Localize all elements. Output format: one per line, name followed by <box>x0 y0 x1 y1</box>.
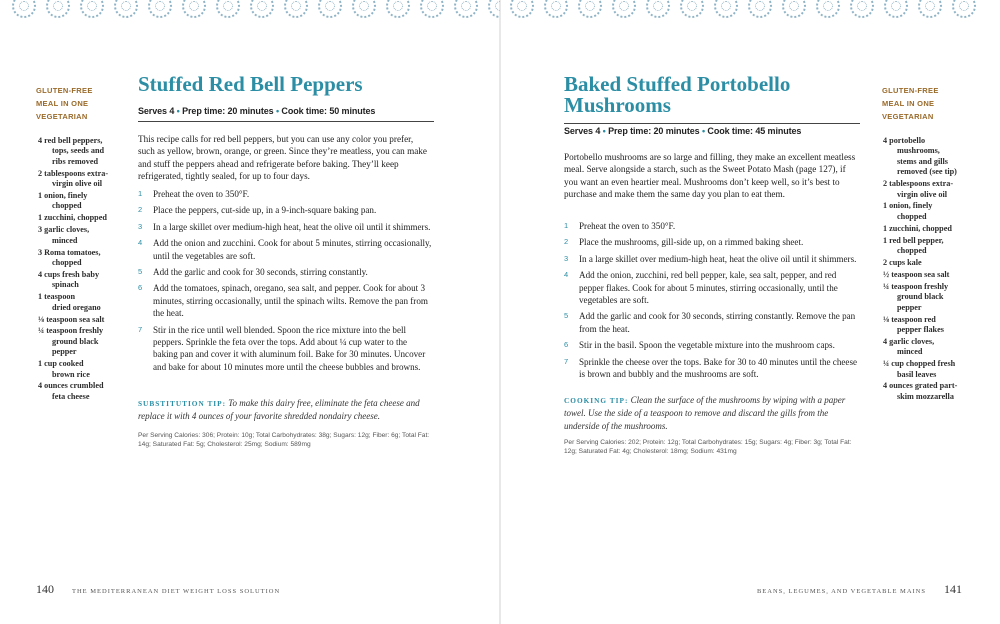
medallion-ornament-icon <box>12 0 36 18</box>
recipe-intro: This recipe calls for red bell peppers, but you can use any color you prefer, such as yellow, brown, orange, or green. Since they’re meatless, you can make and stuff the peppers ahead and refrigerate before baking. They’ll keep refrigerated, tightly sealed, for up to four days. <box>138 134 427 182</box>
step-text: Add the tomatoes, spinach, oregano, sea salt, and pepper. Cook for about 3 minutes, stirring occasionally, until the spinach wilts. Remove the pan from the heat. <box>153 283 428 319</box>
separator: • <box>275 106 280 116</box>
prep-time: Prep time: 20 minutes <box>182 106 274 116</box>
title-rule <box>138 121 434 122</box>
step-number: 6 <box>138 283 143 293</box>
nutrition-info: Per Serving Calories: 306; Protein: 10g; Total Carbohydrates: 38g; Sugars: 12g; Fiber: 6g; Total Fat: 14g; Saturated Fat: 5g; Cholesterol: 25mg; Sodium: 589mg <box>138 432 430 448</box>
ingredient-item <box>883 179 983 200</box>
step-text: Add the onion and zucchini. Cook for about 5 minutes, stirring occasionally, until the vegetables are soft. <box>153 238 432 261</box>
recipe-step <box>138 282 432 319</box>
ingredient-item <box>883 136 983 178</box>
step-number: 7 <box>564 356 569 366</box>
ingredient-line: chopped <box>52 257 82 267</box>
recipe-steps <box>138 188 432 377</box>
tip-label: SUBSTITUTION TIP: <box>138 399 227 408</box>
recipe-steps <box>564 220 862 384</box>
ingredient-item <box>883 224 983 234</box>
step-number: 2 <box>564 237 569 247</box>
recipe-step <box>138 221 432 233</box>
step-number: 2 <box>138 205 143 215</box>
ingredient-item <box>38 359 138 380</box>
ingredient-line: 2 tablespoons extra- <box>38 168 109 178</box>
recipe-step <box>138 204 432 216</box>
ingredient-line: ground black <box>897 292 944 302</box>
title-line: Baked Stuffed Portobello <box>564 72 791 96</box>
medallion-ornament-icon <box>352 0 376 18</box>
step-text: Add the garlic and cook for 30 seconds, stirring constantly. Remove the pan from the heat. <box>579 311 856 334</box>
ingredient-line: ¼ cup chopped fresh <box>883 359 956 369</box>
medallion-ornament-icon <box>544 0 568 18</box>
ingredient-list <box>38 136 138 404</box>
step-number: 4 <box>138 238 143 248</box>
tag: GLUTEN-FREE <box>882 86 939 95</box>
ingredient-line: 1 red bell pepper, <box>883 235 944 245</box>
ingredient-line: pepper <box>897 302 922 312</box>
step-number: 4 <box>564 270 569 280</box>
ingredient-line: ½ teaspoon sea salt <box>883 269 950 279</box>
ingredient-item <box>38 169 138 190</box>
ingredient-line: 1 onion, finely <box>883 201 933 211</box>
ingredient-line: mushrooms, <box>897 146 940 156</box>
medallion-ornament-icon <box>850 0 874 18</box>
prep-time: Prep time: 20 minutes <box>608 126 700 136</box>
separator: • <box>602 126 606 136</box>
title-rule <box>564 123 860 124</box>
separator: • <box>176 106 180 116</box>
ingredient-line: virgin olive oil <box>897 189 948 199</box>
ingredient-item <box>883 270 983 280</box>
step-number: 3 <box>138 221 143 231</box>
recipe-step <box>564 220 862 232</box>
ingredient-item <box>883 381 983 402</box>
ingredient-line: basil leaves <box>897 369 937 379</box>
ingredient-line: 3 garlic cloves, <box>38 225 90 235</box>
recipe-title: Stuffed Red Bell Peppers <box>138 72 363 96</box>
ingredient-line: stems and gills <box>897 156 948 166</box>
medallion-ornament-icon <box>148 0 172 18</box>
tag: GLUTEN-FREE <box>36 86 93 95</box>
tag: MEAL IN ONE <box>36 99 89 108</box>
cook-time: Cook time: 50 minutes <box>281 106 376 116</box>
ingredient-item <box>883 201 983 222</box>
ingredient-line: brown rice <box>52 369 90 379</box>
recipe-meta <box>564 126 801 136</box>
ingredient-item <box>38 248 138 269</box>
medallion-ornament-icon <box>612 0 636 18</box>
ingredient-line: minced <box>897 347 923 357</box>
ingredient-item <box>38 225 138 246</box>
medallion-ornament-icon <box>420 0 444 18</box>
cooking-tip <box>564 394 860 432</box>
medallion-ornament-icon <box>578 0 602 18</box>
nutrition-info: Per Serving Calories: 202; Protein: 12g; Total Carbohydrates: 15g; Sugars: 4g; Fiber: 3g; Total Fat: 12g; Saturated Fat: 4g; Cholesterol: 18mg; Sodium: 431mg <box>564 439 852 455</box>
title-line: Mushrooms <box>564 93 671 117</box>
ingredient-line: 3 Roma tomatoes, <box>38 247 101 257</box>
ingredient-item <box>883 258 983 268</box>
ingredient-item <box>38 270 138 291</box>
ingredient-item <box>38 292 138 313</box>
ingredient-item <box>38 381 138 402</box>
ingredient-line: minced <box>52 235 78 245</box>
ingredient-line: 1 zucchini, chopped <box>38 213 107 223</box>
ingredient-item <box>883 337 983 358</box>
recipe-step <box>138 266 432 278</box>
recipe-step <box>564 339 862 351</box>
recipe-meta <box>138 106 375 116</box>
ingredient-line: 1 onion, finely <box>38 191 88 201</box>
ingredient-line: pepper flakes <box>897 324 944 334</box>
medallion-ornament-icon <box>646 0 670 18</box>
recipe-title <box>564 74 864 116</box>
medallion-ornament-icon <box>748 0 772 18</box>
medallion-ornament-icon <box>884 0 908 18</box>
ingredient-line: 2 cups kale <box>883 257 922 267</box>
recipe-step <box>564 236 862 248</box>
recipe-step <box>138 188 432 200</box>
ingredient-line: 1 zucchini, chopped <box>883 223 952 233</box>
medallion-ornament-icon <box>250 0 274 18</box>
medallion-ornament-icon <box>782 0 806 18</box>
ingredient-line: dried oregano <box>52 302 101 312</box>
ingredient-item <box>38 315 138 325</box>
ingredient-line: feta cheese <box>52 391 90 401</box>
step-number: 6 <box>564 340 569 350</box>
medallion-ornament-icon <box>952 0 976 18</box>
tag: VEGETARIAN <box>36 112 88 121</box>
medallion-ornament-icon <box>284 0 308 18</box>
step-number: 5 <box>138 267 143 277</box>
step-text: In a large skillet over medium-high heat, heat the olive oil until it shimmers. <box>579 253 857 264</box>
ingredient-item <box>883 315 983 336</box>
ingredient-line: 2 tablespoons extra- <box>883 179 954 189</box>
running-head: BEANS, LEGUMES, AND VEGETABLE MAINS <box>756 588 926 595</box>
medallion-ornament-icon <box>680 0 704 18</box>
ingredient-line: 4 red bell peppers, <box>38 136 103 145</box>
ingredient-item <box>883 236 983 257</box>
ingredient-line: 4 ounces crumbled <box>38 381 104 391</box>
step-number: 5 <box>564 311 569 321</box>
recipe-step <box>564 356 862 381</box>
ingredient-line: ¼ teaspoon freshly <box>38 326 104 336</box>
ingredient-item <box>883 359 983 380</box>
running-head: THE MEDITERRANEAN DIET WEIGHT LOSS SOLUTION <box>72 588 281 595</box>
step-number: 7 <box>138 324 143 334</box>
servings: Serves 4 <box>564 126 601 136</box>
cook-time: Cook time: 45 minutes <box>707 126 802 136</box>
medallion-ornament-icon <box>714 0 738 18</box>
ingredient-line: tops, seeds and <box>52 146 105 156</box>
ingredient-line: removed (see tip) <box>897 167 957 177</box>
ingredient-line: ¼ teaspoon freshly <box>883 281 949 291</box>
ingredient-line: 1 teaspoon <box>38 292 76 302</box>
medallion-ornament-icon <box>918 0 942 18</box>
step-text: In a large skillet over medium-high heat, heat the olive oil until it shimmers. <box>153 221 431 232</box>
ingredient-line: 4 portobello <box>883 136 926 145</box>
ingredient-item <box>38 191 138 212</box>
step-number: 3 <box>564 253 569 263</box>
ingredient-line: ⅛ teaspoon red <box>883 314 936 324</box>
ingredient-line: chopped <box>897 246 927 256</box>
tag: VEGETARIAN <box>882 112 934 121</box>
medallion-ornament-icon <box>816 0 840 18</box>
page-number: 141 <box>944 582 962 596</box>
step-text: Preheat the oven to 350°F. <box>153 189 250 199</box>
recipe-intro: Portobello mushrooms are so large and filling, they make an excellent meatless meal. Serve alongside a starch, such as the Sweet Potato Mash (page 127), if you want an even heartier meal. Mushrooms don’t keep well, so it’s best to purchase and make them the same day you plan to eat them. <box>564 152 856 200</box>
page-number: 140 <box>36 582 54 596</box>
page-footer <box>36 580 280 598</box>
ingredient-item <box>38 136 138 167</box>
ingredient-line: virgin olive oil <box>52 179 103 189</box>
tip-text: Clean the surface of the mushrooms by wiping with a paper towel. Use the side of a teaspoon to remove and discard the gills from the underside of the mushrooms. <box>564 395 846 431</box>
medallion-ornament-icon <box>454 0 478 18</box>
ingredient-line: 4 garlic cloves, <box>883 336 935 346</box>
ingredient-line: chopped <box>897 211 927 221</box>
decorative-border-right <box>510 0 976 26</box>
medallion-ornament-icon <box>80 0 104 18</box>
medallion-ornament-icon <box>216 0 240 18</box>
ingredient-line: 1 cup cooked <box>38 359 84 369</box>
step-text: Sprinkle the cheese over the tops. Bake for 30 to 40 minutes until the cheese is brown and bubbly and the mushrooms are soft. <box>579 356 858 380</box>
step-text: Add the onion, zucchini, red bell pepper, kale, sea salt, pepper, and red pepper flakes. Cook for about 5 minutes, stirring occasionally, until the vegetables are soft. <box>579 270 838 306</box>
ingredient-line: skim mozzarella <box>897 391 954 401</box>
separator: • <box>701 126 706 136</box>
step-number: 1 <box>564 221 569 230</box>
step-text: Stir in the basil. Spoon the vegetable mixture into the mushroom caps. <box>579 340 835 351</box>
recipe-step <box>138 237 432 262</box>
step-text: Preheat the oven to 350°F. <box>579 221 676 231</box>
recipe-step <box>564 253 862 265</box>
ingredient-line: 4 cups fresh baby <box>38 269 100 279</box>
tag: MEAL IN ONE <box>882 99 935 108</box>
recipe-step <box>138 324 432 374</box>
ingredient-line: chopped <box>52 201 82 211</box>
tip-text: To make this dairy free, eliminate the feta cheese and replace it with 4 ounces of your favorite shredded nondairy cheese. <box>138 398 420 422</box>
ingredient-item <box>883 282 983 313</box>
ingredient-line: ribs removed <box>52 156 99 166</box>
substitution-tip <box>138 397 430 423</box>
medallion-ornament-icon <box>510 0 534 18</box>
ingredient-line: ⅛ teaspoon sea salt <box>38 314 105 324</box>
step-text: Add the garlic and cook for 30 seconds, stirring constantly. <box>153 267 368 278</box>
medallion-ornament-icon <box>114 0 138 18</box>
medallion-ornament-icon <box>46 0 70 18</box>
decorative-border-left <box>12 0 500 26</box>
ingredient-line: ground black <box>52 336 99 346</box>
medallion-ornament-icon <box>488 0 500 18</box>
medallion-ornament-icon <box>182 0 206 18</box>
ingredient-line: pepper <box>52 347 77 357</box>
step-text: Place the peppers, cut-side up, in a 9-inch-square baking pan. <box>153 205 377 216</box>
step-number: 1 <box>138 189 143 198</box>
ingredient-item <box>38 326 138 357</box>
recipe-step <box>564 310 862 335</box>
ingredient-line: spinach <box>52 280 79 290</box>
medallion-ornament-icon <box>386 0 410 18</box>
servings: Serves 4 <box>138 106 175 116</box>
step-text: Stir in the rice until well blended. Spoon the rice mixture into the bell peppers. Sprinkle the feta over the tops. Add about ¼ cup water to the baking pan and cover it with aluminum foil. Bake for 30 minutes. Uncover and bake for about 10 minutes more until the cheese bubbles and browns. <box>153 324 426 372</box>
step-text: Place the mushrooms, gill-side up, on a rimmed baking sheet. <box>579 237 804 248</box>
ingredient-item <box>38 213 138 223</box>
page-footer <box>757 580 962 598</box>
recipe-step <box>564 269 862 306</box>
ingredient-line: 4 ounces grated part- <box>883 381 958 391</box>
ingredient-list <box>883 136 983 404</box>
medallion-ornament-icon <box>318 0 342 18</box>
recipe-tags <box>882 84 939 123</box>
tip-label: COOKING TIP: <box>564 396 629 405</box>
recipe-tags <box>36 84 93 123</box>
right-page <box>500 0 1000 624</box>
